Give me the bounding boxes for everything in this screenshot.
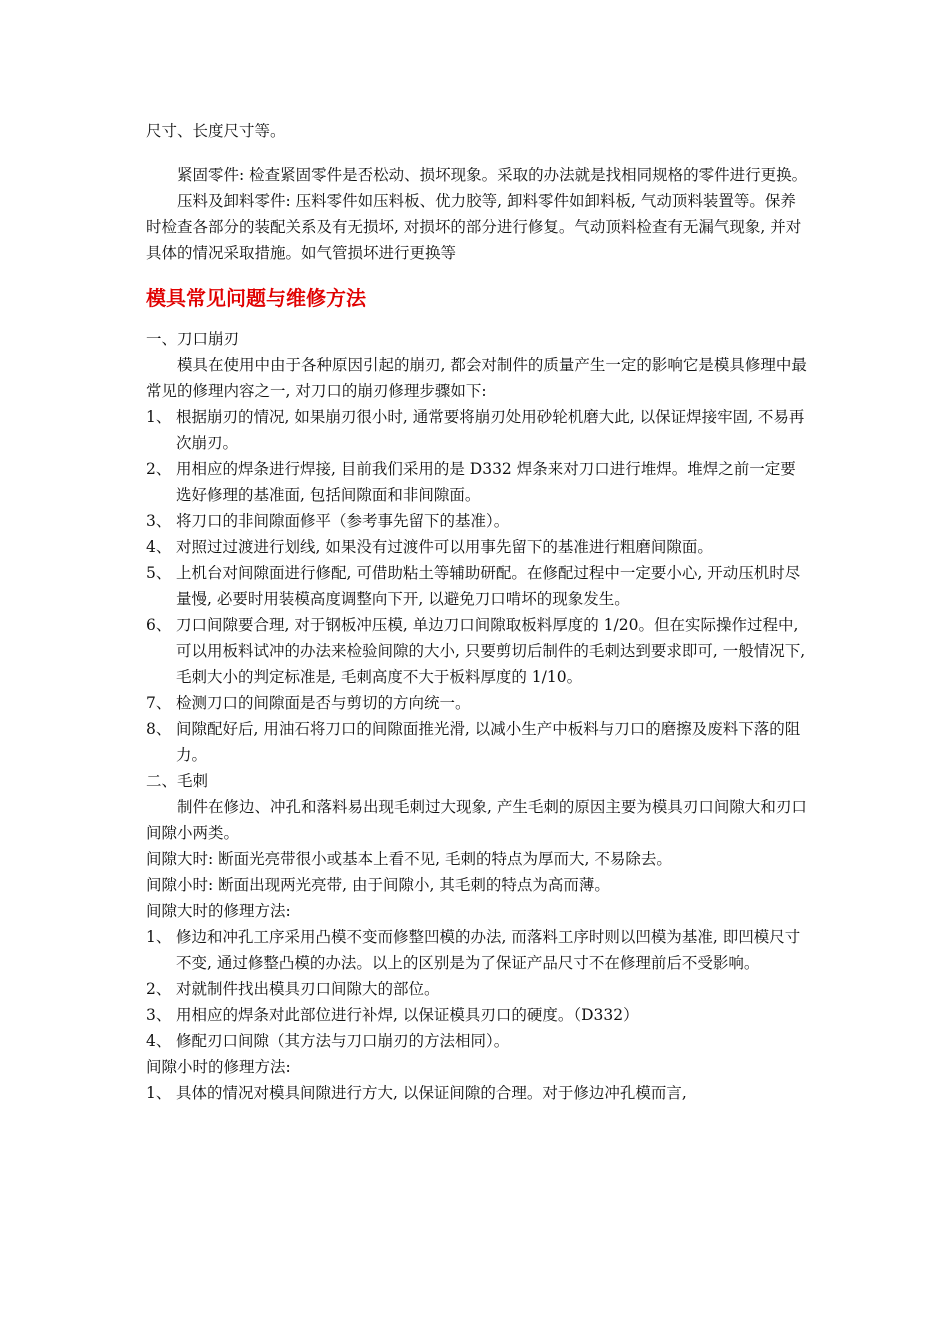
list-item-number: 7、 <box>146 694 172 712</box>
list-item <box>146 716 810 768</box>
list-item <box>146 976 810 1002</box>
document-page <box>146 118 810 1106</box>
list-item-number: 5、 <box>146 564 172 582</box>
list-item-text: 将刀口的非间隙面修平（参考事先留下的基准）。 <box>176 512 510 530</box>
list-item <box>146 404 810 456</box>
small-gap-line: 间隙小时: 断面出现两光亮带, 由于间隙小, 其毛刺的特点为高而薄。 <box>146 876 610 894</box>
list-item-number: 4、 <box>146 538 172 556</box>
list-item-text: 修配刃口间隙（其方法与刀口崩刃的方法相同）。 <box>176 1032 510 1050</box>
list-item-number: 3、 <box>146 512 172 530</box>
list-item-number: 1、 <box>146 408 172 426</box>
list-item-number: 8、 <box>146 720 172 738</box>
list-item-number: 1、 <box>146 1084 172 1102</box>
small-gap-list <box>146 1080 810 1106</box>
list-item-text: 对就制件找出模具刃口间隙大的部位。 <box>176 980 440 998</box>
part1-list <box>146 404 810 768</box>
part1-heading: 一、刀口崩刃 <box>146 330 240 348</box>
list-item <box>146 534 810 560</box>
list-item-text: 修边和冲孔工序采用凸模不变而修整凹模的办法, 而落料工序时则以凹模为基准, 即凹模尺寸不变, 通过修整凸模的办法。以上的区别是为了保证产品尺寸不在修理前后不受影响。 <box>176 928 801 972</box>
list-item-text: 用相应的焊条对此部位进行补焊, 以保证模具刃口的硬度。（D332） <box>176 1006 639 1024</box>
list-item <box>146 1002 810 1028</box>
small-method-heading: 间隙小时的修理方法: <box>146 1058 291 1076</box>
list-item-number: 2、 <box>146 460 172 478</box>
list-item-text: 刀口间隙要合理, 对于钢板冲压模, 单边刀口间隙取板料厚度的 1/20。但在实际操作过程中, 可以用板料试冲的办法来检验间隙的大小, 只要剪切后制件的毛刺达到要求即可, 一般情况下, 毛刺大小的判定标准是, 毛刺高度不大于板料厚度的 1/10。 <box>176 616 806 686</box>
list-item <box>146 456 810 508</box>
list-item <box>146 924 810 976</box>
list-item-number: 6、 <box>146 616 172 634</box>
list-item <box>146 1080 810 1106</box>
list-item <box>146 508 810 534</box>
list-item-number: 2、 <box>146 980 172 998</box>
large-gap-list <box>146 924 810 1054</box>
list-item-text: 上机台对间隙面进行修配, 可借助粘土等辅助研配。在修配过程中一定要小心, 开动压机时尽量慢, 必要时用装模高度调整向下开, 以避免刀口啃坏的现象发生。 <box>176 564 801 608</box>
list-item-number: 4、 <box>146 1032 172 1050</box>
list-item-number: 3、 <box>146 1006 172 1024</box>
list-item-text: 对照过过渡进行划线, 如果没有过渡件可以用事先留下的基准进行粗磨间隙面。 <box>176 538 713 556</box>
list-item-text: 具体的情况对模具间隙进行方大, 以保证间隙的合理。对于修边冲孔模而言, <box>176 1084 687 1102</box>
list-item <box>146 612 810 690</box>
large-method-heading: 间隙大时的修理方法: <box>146 902 291 920</box>
list-item-text: 用相应的焊条进行焊接, 目前我们采用的是 D332 焊条来对刀口进行堆焊。堆焊之前一定要选好修理的基准面, 包括间隙面和非间隙面。 <box>176 460 796 504</box>
list-item-text: 检测刀口的间隙面是否与剪切的方向统一。 <box>176 694 471 712</box>
large-gap-line: 间隙大时: 断面光亮带很小或基本上看不见, 毛刺的特点为厚而大, 不易除去。 <box>146 850 672 868</box>
list-item <box>146 1028 810 1054</box>
part1-intro: 模具在使用中由于各种原因引起的崩刃, 都会对制件的质量产生一定的影响它是模具修理中最常见的修理内容之一, 对刀口的崩刃修理步骤如下: <box>146 356 807 400</box>
press-unload-paragraph: 压料及卸料零件: 压料零件如压料板、优力胶等, 卸料零件如卸料板, 气动顶料装置等。保养时检查各部分的装配关系及有无损坏, 对损坏的部分进行修复。气动顶料检查有无漏气现象, 并对具体的情况采取措施。如气管损坏进行更换等 <box>146 192 802 262</box>
part2-intro: 制件在修边、冲孔和落料易出现毛刺过大现象, 产生毛刺的原因主要为模具刃口间隙大和刃口间隙小两类。 <box>146 798 807 842</box>
section-title: 模具常见问题与维修方法 <box>146 286 366 310</box>
list-item-text: 间隙配好后, 用油石将刀口的间隙面推光滑, 以减小生产中板料与刀口的磨擦及废料下落的阻力。 <box>176 720 801 764</box>
fasteners-paragraph: 紧固零件: 检查紧固零件是否松动、损坏现象。采取的办法就是找相同规格的零件进行更换。 <box>177 166 808 184</box>
list-item-text: 根据崩刃的情况, 如果崩刃很小时, 通常要将崩刃处用砂轮机磨大此, 以保证焊接牢固, 不易再次崩刃。 <box>176 408 805 452</box>
intro-line: 尺寸、长度尺寸等。 <box>146 122 286 140</box>
list-item-number: 1、 <box>146 928 172 946</box>
list-item <box>146 690 810 716</box>
part2-heading: 二、毛刺 <box>146 772 209 790</box>
list-item <box>146 560 810 612</box>
